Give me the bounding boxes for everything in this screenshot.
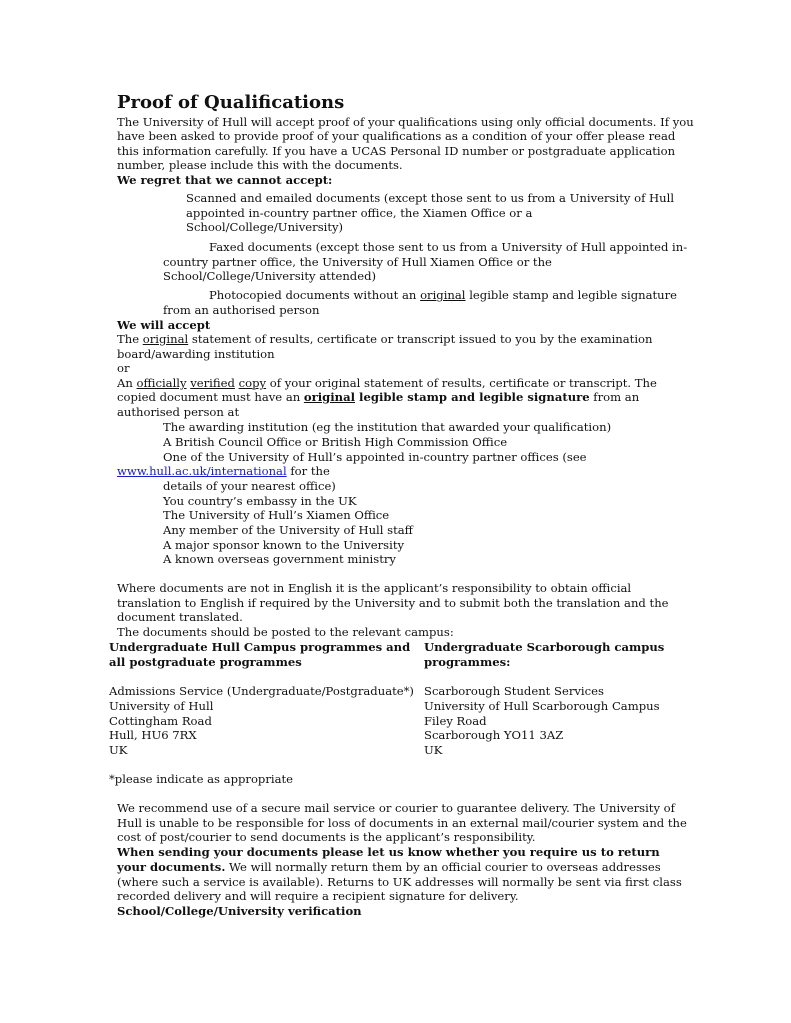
return-docs-line: (where such a service is available). Returns to UK addresses will normally be sent via first class — [117, 875, 682, 889]
intro-line: this information carefully. If you have a UCAS Personal ID number or postgraduate application — [117, 144, 676, 158]
recommend-line: We recommend use of a secure mail service or courier to guarantee delivery. The University of — [117, 801, 675, 815]
will-accept-line: board/awarding institution — [117, 347, 275, 361]
cannot-accept-item: Photocopied documents without an original legible stamp and legible signature — [209, 288, 678, 302]
hull-address-line: University of Hull — [109, 699, 214, 713]
scarborough-campus-heading: programmes: — [424, 655, 511, 669]
cannot-accept-item: Scanned and emailed documents (except those sent to us from a University of Hull — [186, 191, 675, 205]
cannot-accept-item: country partner office, the University of Hull Xiamen Office or the — [163, 255, 552, 269]
return-docs-bold: When sending your documents please let us know whether you require us to return — [117, 845, 660, 859]
underlined-officially: officially — [136, 376, 187, 390]
authorised-person-item: A known overseas government ministry — [163, 552, 396, 566]
authorised-person-item: A British Council Office or British High Commission Office — [163, 435, 508, 449]
cannot-accept-item: School/College/University) — [186, 220, 344, 234]
cannot-accept-heading: We regret that we cannot accept: — [117, 173, 333, 187]
return-docs-line: recorded delivery and will require a recipient signature for delivery. — [117, 889, 519, 903]
authorised-person-item: www.hull.ac.uk/international for the — [117, 464, 330, 478]
intro-line: have been asked to provide proof of your qualifications as a condition of your offer please read — [117, 129, 676, 143]
underlined-copy: copy — [238, 376, 267, 390]
hull-address-line: Admissions Service (Undergraduate/Postgraduate*) — [109, 684, 414, 698]
scarborough-address-line: Scarborough Student Services — [424, 684, 604, 698]
authorised-person-item: A major sponsor known to the University — [163, 538, 405, 552]
will-accept-line: An officially verified copy of your original statement of results, certificate or transcript. The — [117, 376, 657, 390]
cannot-accept-item: Faxed documents (except those sent to us from a University of Hull appointed in- — [209, 240, 688, 254]
scarborough-address-line: UK — [424, 743, 443, 757]
authorised-person-item: Any member of the University of Hull staff — [163, 523, 413, 537]
recommend-line: Hull is unable to be responsible for loss of documents in an external mail/courier system and the — [117, 816, 687, 830]
translation-line: document translated. — [117, 610, 243, 624]
verification-heading: School/College/University verification — [117, 904, 362, 918]
intro-line: The University of Hull will accept proof of your qualifications using only official documents. If you — [117, 115, 694, 129]
underlined-original: original — [142, 332, 189, 346]
recommend-line: cost of post/courier to send documents is the applicant’s responsibility. — [117, 830, 536, 844]
intro-line: number, please include this with the documents. — [117, 158, 403, 172]
authorised-person-item: The University of Hull’s Xiamen Office — [163, 508, 390, 522]
underlined-verified: verified — [190, 376, 235, 390]
cannot-accept-item: appointed in-country partner office, the Xiamen Office or a — [186, 206, 533, 220]
or-text: or — [117, 361, 130, 375]
scarborough-address-line: Scarborough YO11 3AZ — [424, 728, 564, 742]
scarborough-address-line: Filey Road — [424, 714, 487, 728]
scarborough-address-line: University of Hull Scarborough Campus — [424, 699, 660, 713]
return-docs-line: your documents. We will normally return them by an official courier to overseas addresses — [117, 860, 661, 874]
will-accept-line: The original statement of results, certificate or transcript issued to you by the examination — [117, 332, 653, 346]
translation-line: translation to English if required by the University and to submit both the translation and the — [117, 596, 669, 610]
hull-address-line: Cottingham Road — [109, 714, 212, 728]
cannot-accept-item: from an authorised person — [163, 303, 320, 317]
translation-line: Where documents are not in English it is the applicant’s responsibility to obtain official — [117, 581, 632, 595]
cannot-accept-item: School/College/University attended) — [163, 269, 377, 283]
will-accept-line: copied document must have an original legible stamp and legible signature from an — [117, 390, 640, 404]
authorised-person-item: One of the University of Hull’s appointed in-country partner offices (see — [163, 450, 587, 464]
will-accept-heading: We will accept — [117, 318, 211, 332]
footnote: *please indicate as appropriate — [109, 772, 294, 786]
underlined-original-bold: original — [303, 390, 356, 404]
will-accept-line: authorised person at — [117, 405, 240, 419]
authorised-person-item: details of your nearest office) — [163, 479, 336, 493]
page-title: Proof of Qualifications — [117, 92, 345, 113]
posted-text: The documents should be posted to the relevant campus: — [117, 625, 454, 639]
authorised-person-item: The awarding institution (eg the institution that awarded your qualification) — [163, 420, 612, 434]
hull-campus-heading: all postgraduate programmes — [109, 655, 302, 669]
hull-address-line: UK — [109, 743, 128, 757]
authorised-person-item: You country’s embassy in the UK — [163, 494, 357, 508]
hull-international-link[interactable]: www.hull.ac.uk/international — [117, 464, 287, 478]
scarborough-campus-heading: Undergraduate Scarborough campus — [424, 640, 665, 654]
hull-campus-heading: Undergraduate Hull Campus programmes and — [109, 640, 411, 654]
underlined-original: original — [420, 288, 466, 302]
hull-address-line: Hull, HU6 7RX — [109, 728, 197, 742]
